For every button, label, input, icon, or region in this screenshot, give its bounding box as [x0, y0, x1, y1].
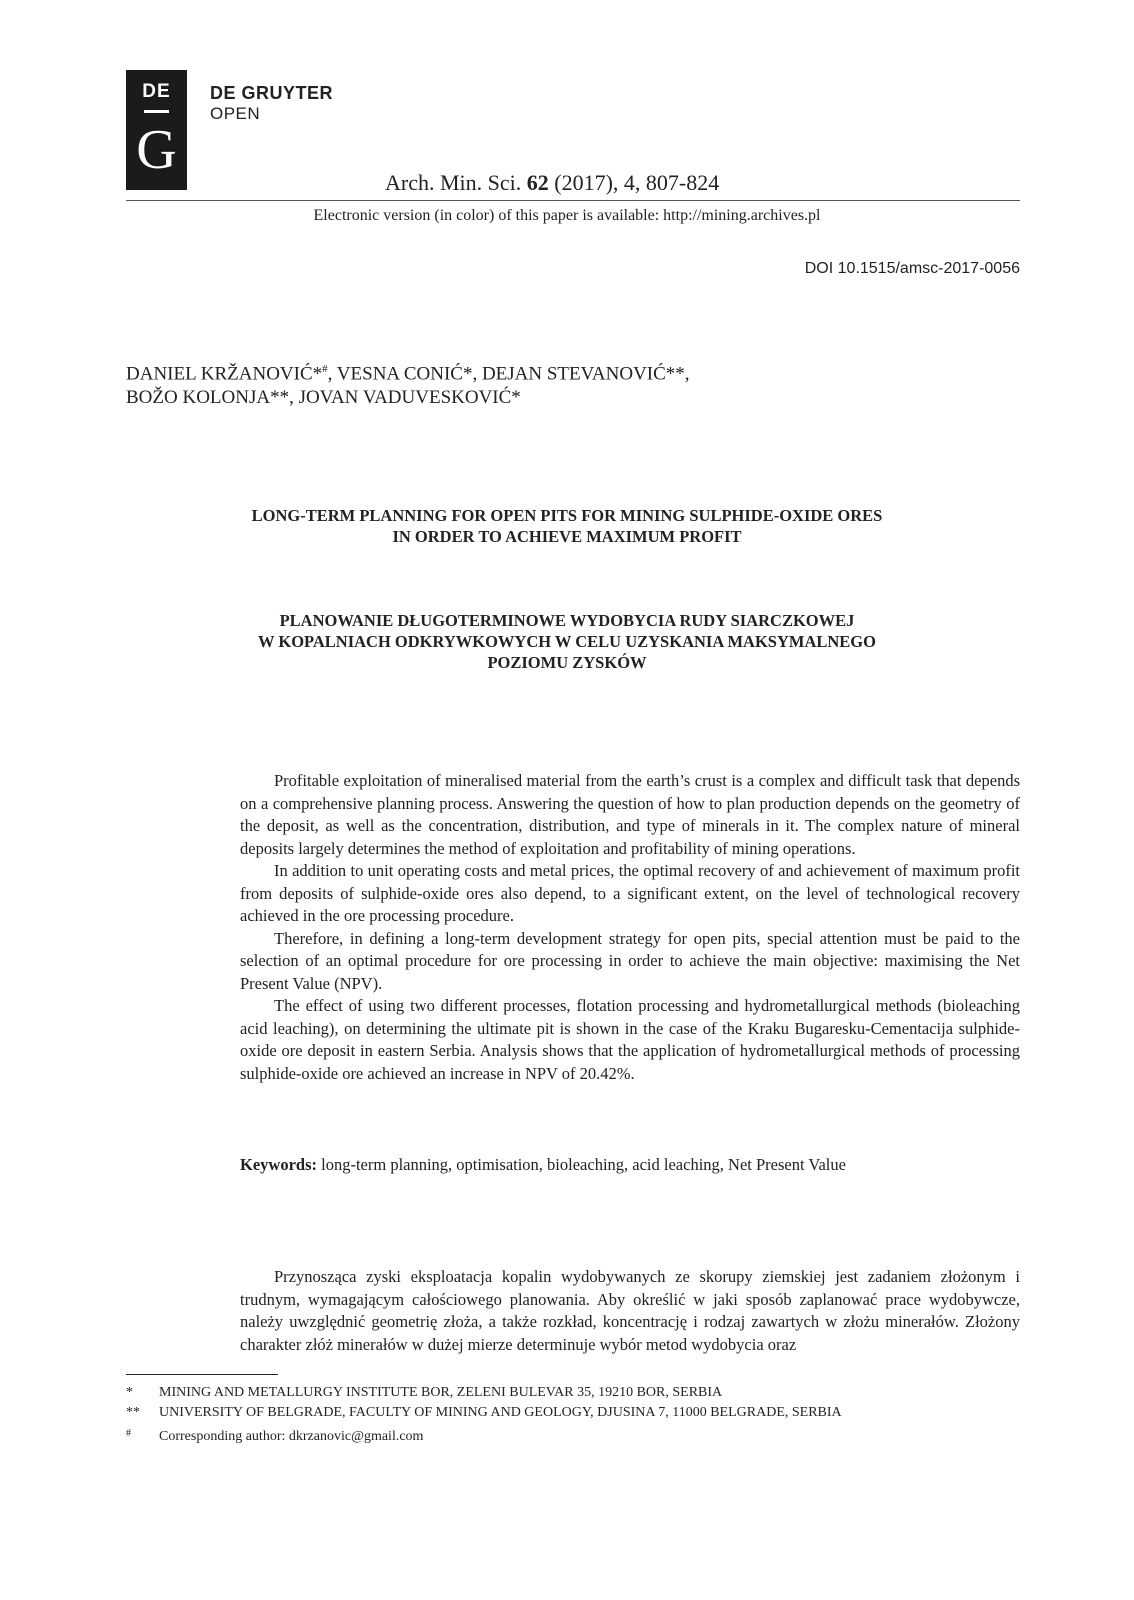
publisher-name: DE GRUYTER	[210, 83, 334, 103]
footnote-mark: *	[126, 1385, 133, 1400]
abstract-paragraph: Therefore, in defining a long-term development strategy for open pits, special attention must be paid to the selection of an optimal procedure for ore processing in order to achieve the main objective: maximising the Net Present Value (NPV).	[240, 928, 1020, 993]
journal-name: Arch. Min. Sci.	[385, 170, 522, 195]
author-1: DANIEL KRŽANOVIĆ*	[126, 363, 323, 385]
footnote-text: MINING AND METALLURGY INSTITUTE BOR, ZELENI BULEVAR 35, 19210 BOR, SERBIA	[159, 1385, 723, 1400]
keywords-text: long-term planning, optimisation, bioleaching, acid leaching, Net Present Value	[321, 1155, 846, 1174]
authors-line-2: BOŽO KOLONJA**, JOVAN VADUVESKOVIĆ*	[126, 387, 521, 409]
title-pl-line: W KOPALNIACH ODKRYWKOWYCH W CELU UZYSKANIA MAKSYMALNEGO	[258, 632, 876, 651]
corresponding-mark: #	[322, 363, 328, 375]
logo-de-text: DE	[142, 81, 171, 102]
abstract	[240, 770, 1020, 1085]
logo-g-text: G	[136, 119, 177, 181]
title-pl-line: POZIOMU ZYSKÓW	[487, 653, 647, 672]
journal-issue-pages: (2017), 4, 807-824	[554, 170, 720, 195]
title-polish	[0, 610, 1134, 673]
authors-rest-1: , VESNA CONIĆ*, DEJAN STEVANOVIĆ**,	[327, 363, 690, 385]
footnote-mark: **	[126, 1405, 140, 1420]
footnote-rule	[126, 1374, 278, 1375]
journal-citation	[385, 170, 719, 196]
publisher-logo	[126, 70, 187, 190]
footnote-mark: #	[126, 1428, 131, 1439]
abstract-paragraph: The effect of using two different processes, flotation processing and hydrometallurgical methods (bioleaching acid leaching), on determining the ultimate pit is shown in the case of the Kraku Bugaresku-Cementacija sulphide-oxide ore deposit in eastern Serbia. Analysis shows that the application of hydrometallurgical methods of processing sulphide-oxide ore achieved an increase in NPV of 20.42%.	[240, 996, 1020, 1083]
logo-divider	[144, 110, 169, 113]
journal-volume: 62	[526, 170, 549, 195]
publisher-sub: OPEN	[210, 104, 261, 123]
doi: DOI 10.1515/amsc-2017-0056	[804, 260, 1020, 277]
keywords	[240, 1155, 1020, 1175]
title-en-line: IN ORDER TO ACHIEVE MAXIMUM PROFIT	[392, 527, 742, 546]
polish-abstract	[240, 1266, 1020, 1356]
polish-abstract-paragraph: Przynosząca zyski eksploatacja kopalin wydobywanych ze skorupy ziemskiej jest zadaniem złożonym i trudnym, wymagającym całościowego planowania. Aby określić w jaki sposób zaplanować prace wydobywcze, należy uwzględnić geometrię złoża, a także rozkład, koncentrację i rodzaj zawartych w złożu minerałów. Złożony charakter złóż minerałów w dużej mierze determinuje wybór metod wydobycia oraz	[240, 1267, 1020, 1354]
abstract-paragraph: Profitable exploitation of mineralised material from the earth’s crust is a complex and difficult task that depends on a comprehensive planning process. Answering the question of how to plan production depends on the geometry of the deposit, as well as the concentration, distribution, and type of minerals in it. The complex nature of mineral deposits largely determines the method of exploitation and profitability of mining operations.	[240, 771, 1020, 858]
title-en-line: LONG-TERM PLANNING FOR OPEN PITS FOR MINING SULPHIDE-OXIDE ORES	[251, 506, 883, 525]
title-pl-line: PLANOWANIE DŁUGOTERMINOWE WYDOBYCIA RUDY SIARCZKOWEJ	[279, 611, 855, 630]
footnote-email[interactable]: Corresponding author: dkrzanovic@gmail.com	[159, 1429, 424, 1444]
footnote-text: UNIVERSITY OF BELGRADE, FACULTY OF MINING AND GEOLOGY, DJUSINA 7, 11000 BELGRADE, SERBIA	[159, 1405, 842, 1420]
author-list	[126, 357, 690, 410]
title-english	[0, 505, 1134, 547]
abstract-paragraph: In addition to unit operating costs and metal prices, the optimal recovery of and achievement of maximum profit from deposits of sulphide-oxide ores also depend, to a significant extent, on the level of technological recovery achieved in the ore processing procedure.	[240, 861, 1020, 925]
header-rule	[126, 200, 1020, 201]
keywords-label: Keywords:	[240, 1155, 317, 1174]
electronic-version-note: Electronic version (in color) of this paper is available: http://mining.archives.pl	[313, 207, 821, 224]
authors-line-1	[126, 357, 690, 386]
